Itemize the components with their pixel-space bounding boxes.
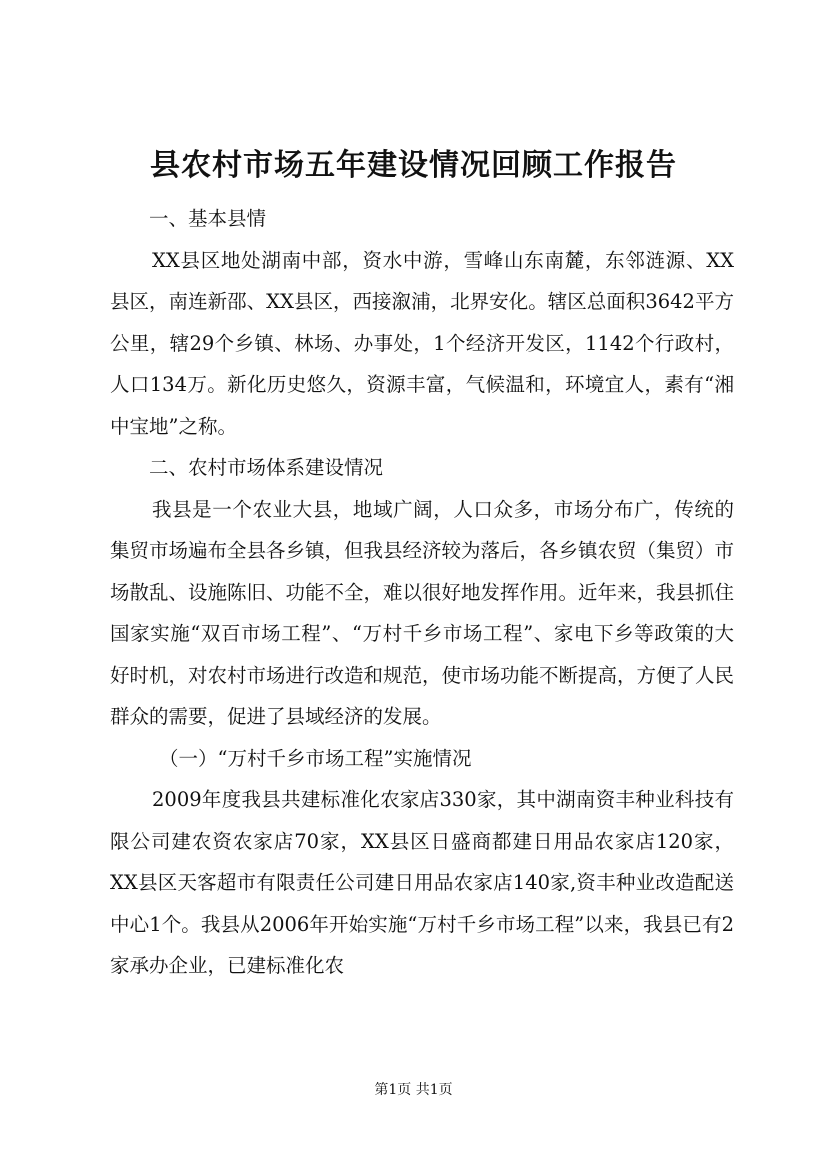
document-title: 县农村市场五年建设情况回顾工作报告: [150, 148, 677, 183]
page-number-footer: 第1页 共1页: [374, 1082, 453, 1098]
section-heading-market-system: 二、农村市场体系建设情况: [149, 456, 384, 479]
document-body: [110, 198, 734, 987]
paragraph-basic-info: XX县区地处湖南中部，资水中游，雪峰山东南麓，东邻涟源、XX县区，南连新邵、XX县区，西接溆浦，北界安化。辖区总面积3642平方公里，辖29个乡镇、林场、办事处，1个经济开发区，1142个行政村，人口134万。新化历史悠久，资源丰富，气候温和，环境宜人，素有“湘中宝地”之称。: [110, 248, 734, 438]
section-heading-basic-info: 一、基本县情: [149, 207, 267, 230]
paragraph-market-system: 我县是一个农业大县，地域广阔，人口众多，市场分布广，传统的集贸市场遍布全县各乡镇，但我县经济较为落后，各乡镇农贸（集贸）市场散乱、设施陈旧、功能不全，难以很好地发挥作用。近年来，我县抓住国家实施“双百市场工程”、“万村千乡市场工程”、家电下乡等政策的大好时机，对农村市场进行改造和规范，使市场功能不断提高，方便了人民群众的需要，促进了县域经济的发展。: [110, 497, 735, 728]
subsection-heading-village-project: （一）“万村千乡市场工程”实施情况: [159, 746, 472, 770]
paragraph-village-project: 2009年度我县共建标准化农家店330家，其中湖南资丰种业科技有限公司建农资农家店70家，XX县区日盛商都建日用品农家店120家，XX县区天客超市有限责任公司建日用品农家店140家,资丰种业改造配送中心1个。我县从2006年开始实施“万村千乡市场工程”以来，我县已有2家承办企业，已建标准化农: [110, 788, 734, 977]
